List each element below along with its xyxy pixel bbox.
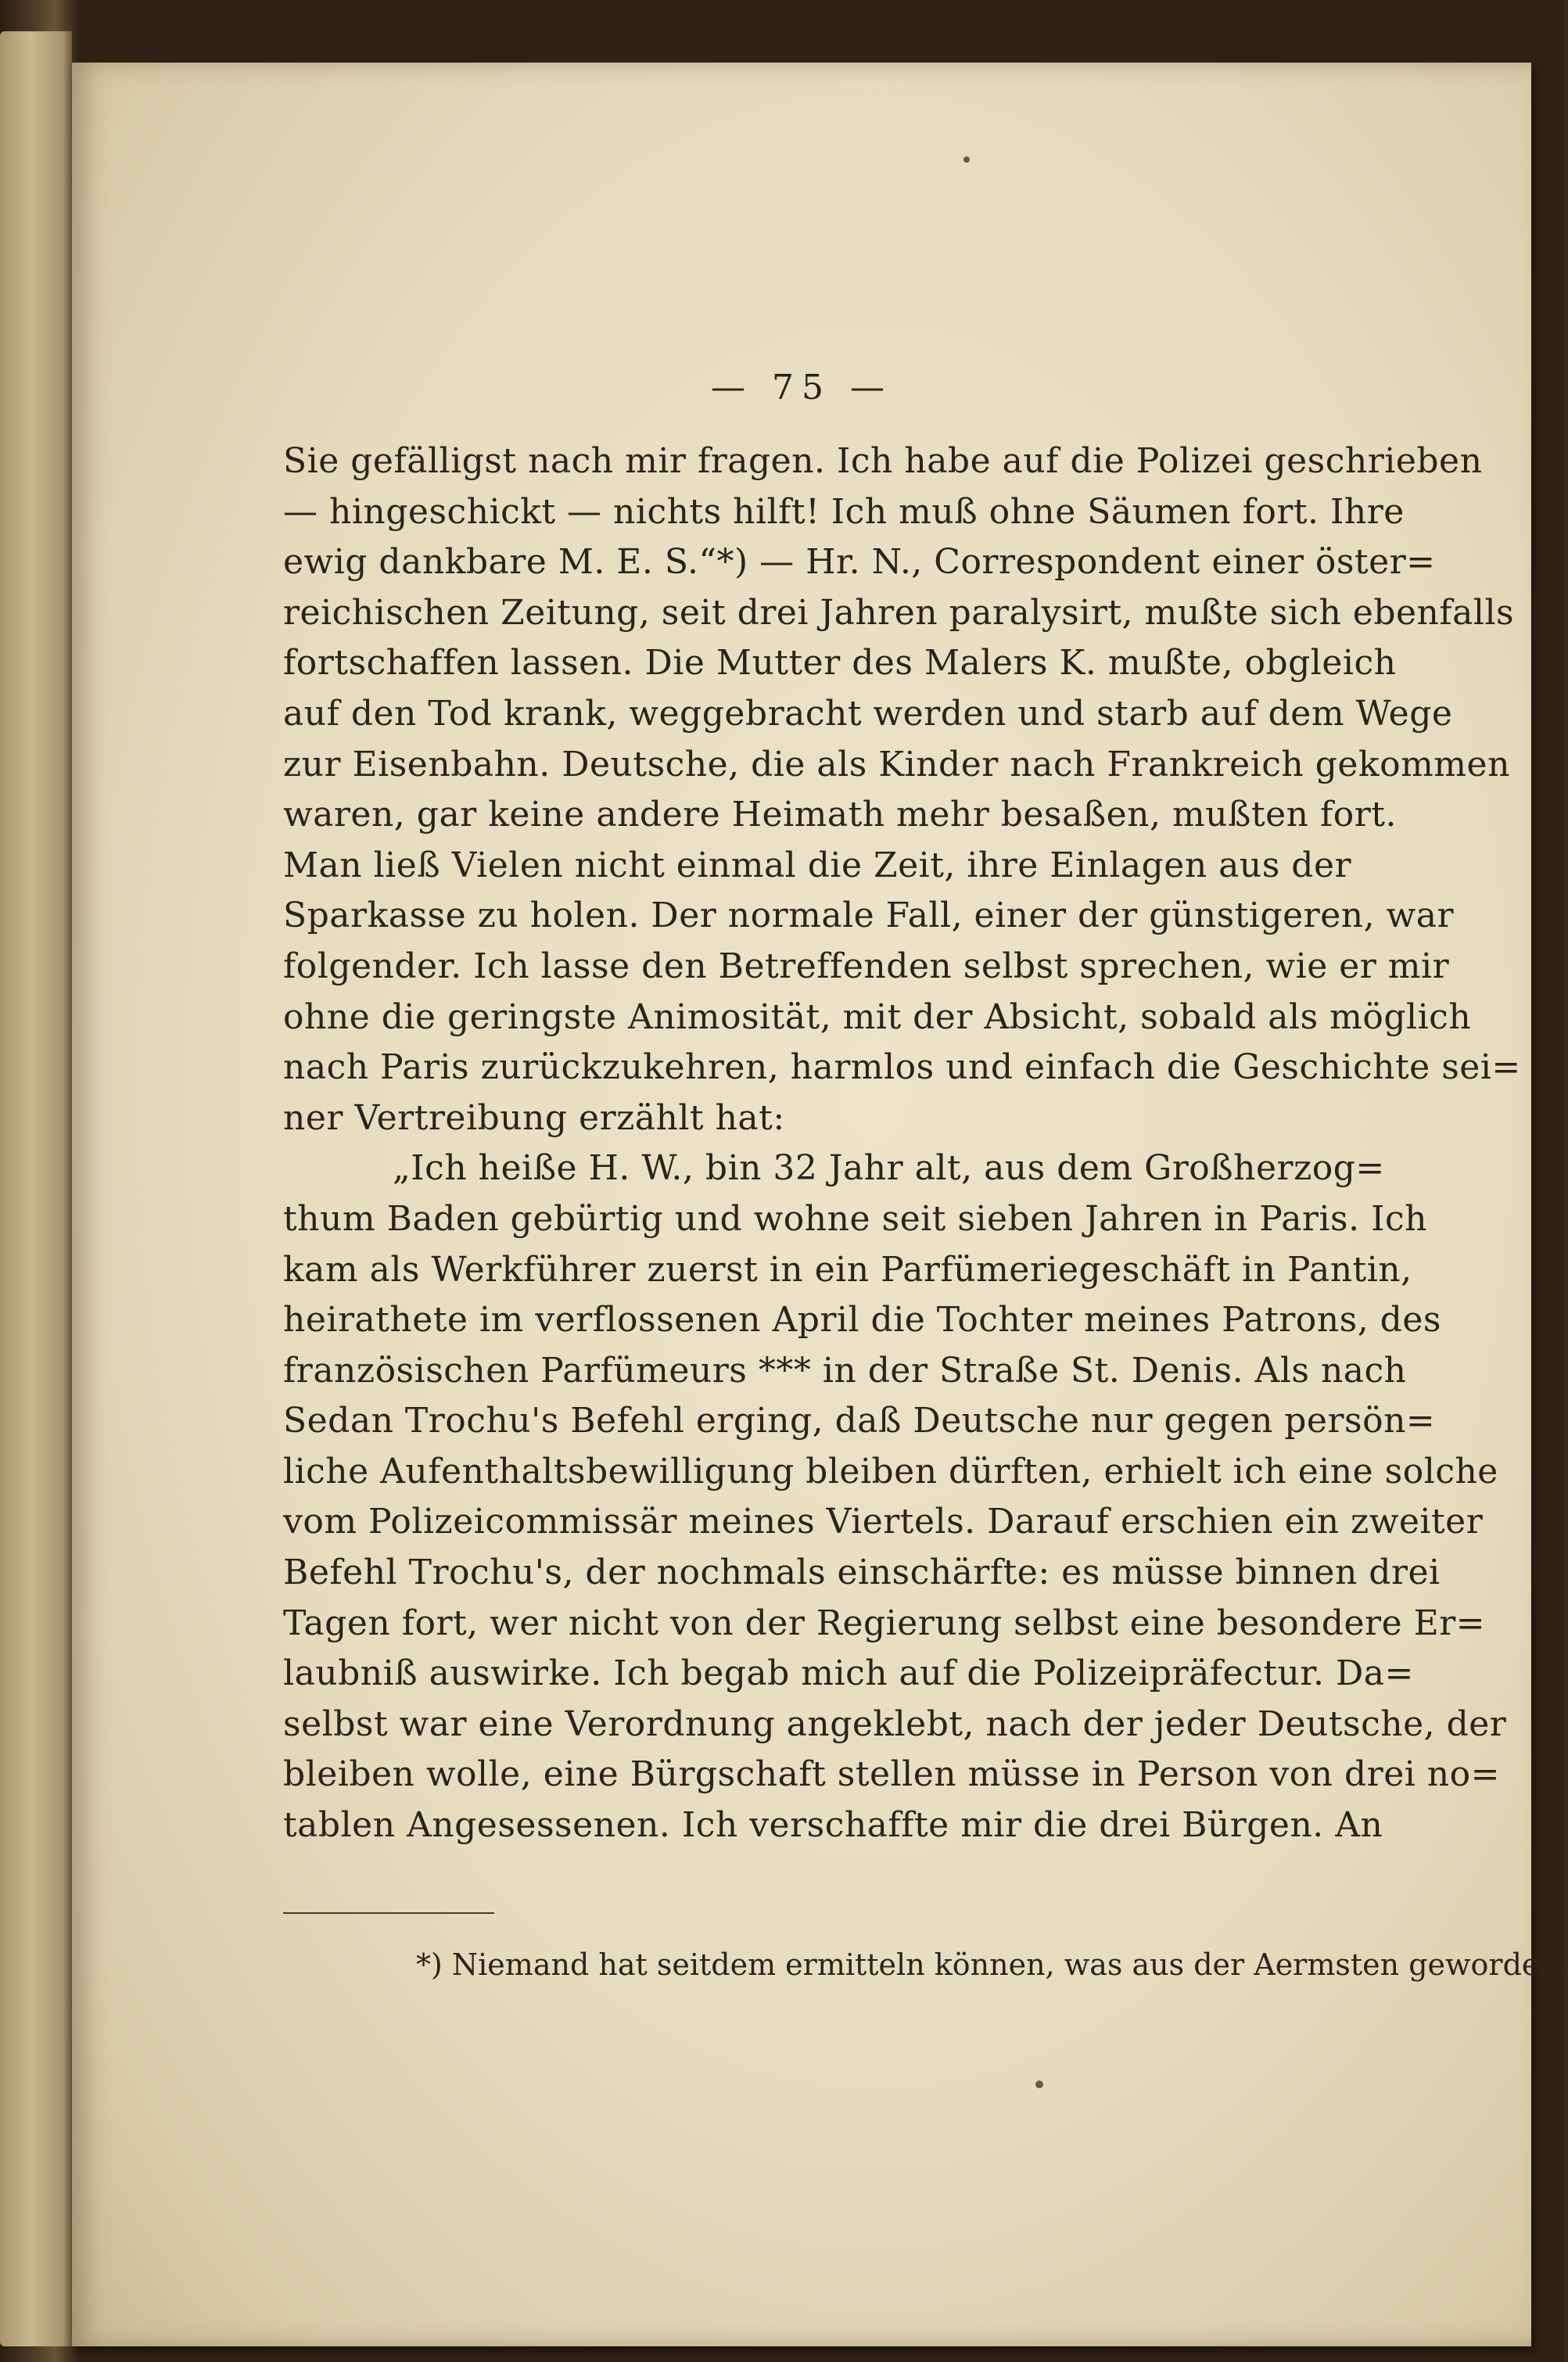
text-line: bleiben wolle, eine Bürgschaft stellen müsse in Person von drei no= [283,1754,1500,1795]
text-line: auf den Tod krank, weggebracht werden und starb auf dem Wege [283,693,1453,734]
body-text [283,436,1521,1851]
text-line: laubniß auswirke. Ich begab mich auf die Polizeipräfectur. Da= [283,1653,1414,1694]
text-line: Befehl Trochu's, der nochmals einschärfte: es müsse binnen drei [283,1553,1441,1593]
paper-speck [1035,2080,1043,2088]
text-line: französischen Parfümeurs *** in der Straße St. Denis. Als nach [283,1350,1407,1391]
paper-speck [963,156,970,163]
text-line: thum Baden gebürtig und wohne seit sieben Jahren in Paris. Ich [283,1198,1427,1239]
text-line: nach Paris zurückzukehren, harmlos und einfach die Geschichte sei= [283,1047,1521,1088]
text-line: Sparkasse zu holen. Der normale Fall, einer der günstigeren, war [283,896,1454,936]
text-line: selbst war eine Verordnung angeklebt, nach der jeder Deutsche, der [283,1703,1507,1744]
text-line: liche Aufenthaltsbewilligung bleiben dürften, erhielt ich eine solche [283,1451,1498,1492]
footnote: *) Niemand hat seitdem ermitteln können, was aus der Aermsten geworden. [416,1947,1568,1982]
text-line: vom Polizeicommissär meines Viertels. Darauf erschien ein zweiter [283,1502,1484,1542]
text-line: folgender. Ich lasse den Betreffenden selbst sprechen, wie er mir [283,946,1450,986]
text-line: Tagen fort, wer nicht von der Regierung selbst eine besondere Er= [283,1603,1486,1643]
text-line: fortschaffen lassen. Die Mutter des Malers K. mußte, obgleich [283,643,1397,684]
text-line: zur Eisenbahn. Deutsche, die als Kinder nach Frankreich gekommen [283,744,1510,784]
text-line: ohne die geringste Animosität, mit der Absicht, sobald als möglich [283,996,1472,1037]
facing-page-edge [0,31,72,2346]
text-line: „Ich heiße H. W., bin 32 Jahr alt, aus dem Großherzog= [393,1148,1385,1189]
text-line: ewig dankbare M. E. S.“*) — Hr. N., Correspondent einer öster= [283,542,1436,583]
text-line: reichischen Zeitung, seit drei Jahren paralysirt, mußte sich ebenfalls [283,592,1515,633]
book-page [72,63,1568,2346]
text-line: kam als Werkführer zuerst in ein Parfümeriegeschäft in Pantin, [283,1249,1412,1290]
text-line: Sie gefälligst nach mir fragen. Ich habe auf die Polizei geschrieben [283,441,1483,481]
text-line: heirathete im verflossenen April die Tochter meines Patrons, des [283,1300,1441,1341]
text-line: — hingeschickt — nichts hilft! Ich muß ohne Säumen fort. Ihre [283,491,1405,532]
text-line: Man ließ Vielen nicht einmal die Zeit, ihre Einlagen aus der [283,845,1352,885]
page-number: — 75 — [711,368,892,407]
text-line: tablen Angesessenen. Ich verschaffte mir die drei Bürgen. An [283,1805,1383,1846]
footnote-divider [283,1912,494,1914]
text-line: Sedan Trochu's Befehl erging, daß Deutsche nur gegen persön= [283,1401,1436,1441]
text-line: waren, gar keine andere Heimath mehr besaßen, mußten fort. [283,795,1397,835]
text-line: ner Vertreibung erzählt hat: [283,1097,785,1138]
